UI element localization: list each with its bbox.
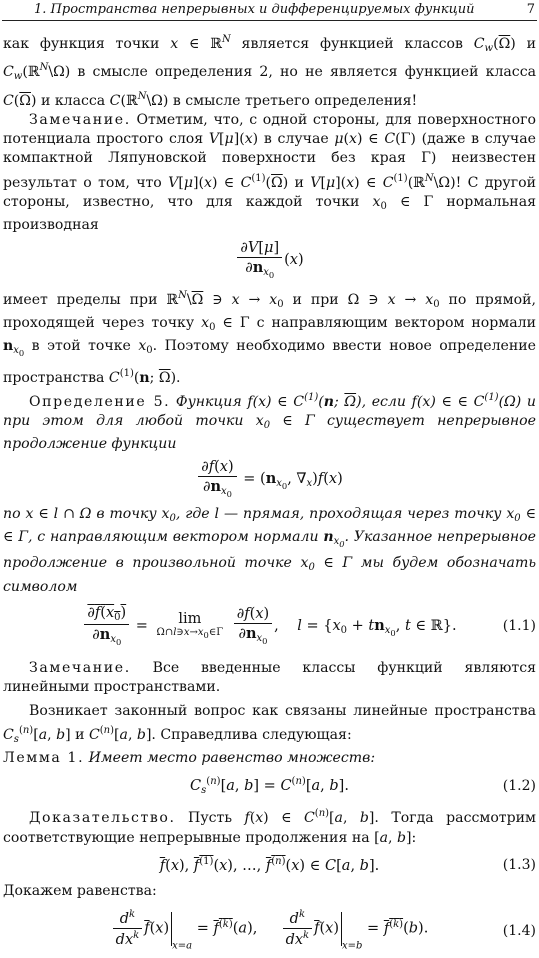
definition-5: Определение 5. Функция f(x) ∈ $C^{(1)}(n$; $\overline{\Omega}$), если f(x) ∈ ∈ $C^{(1)}(\Omega)$ и при этом для любой точки $x_0$ ∈ Γ существует непрерывное продолжение функции — [3, 391, 536, 453]
paragraph-classes: как функция точки x ∈ ℝ$^N$ является функцией классов $C_w(\overline{\Omega})$ и $C_w(ℝ^N\backslash\Omega)$ в смысле определения 2, но не является функцией класса $C(\overline{\Omega})$ и класса C(ℝ$^N$\Ω) в смысле третьего определения! — [3, 34, 537, 109]
paragraph-continuation: по x ∈ l ∩ Ω в точку $x_0$, где l — прямая, проходящая через точку $x_0$ ∈ ∈ Γ, с направляющим вектором нормали $n_{x_0}$. Указанное непрерывное продолжение в произвольной точке $x_0$ ∈ Γ мы будем обозначать символом — [3, 505, 536, 595]
definition-5-label: Определение 5. — [29, 393, 171, 410]
equation-1-2: $C_s^{(n)}[a$, $b] = C^{(n)}[a$, b]. (1.2) — [190, 776, 536, 797]
remark-1-label: Замечание. — [29, 111, 131, 128]
paragraph-limits: имеет пределы при $ℝ^N\backslash\overline{\Omega}$ ∋ $x \to x_0$ и при Ω ∋ $x \to x_0$ по прямой, проходящей через точку $x_0$ ∈ Γ с направляющим вектором нормали $n_{x_0}$ в этой точке $x_0$. Поэтому необходимо ввести новое определение пространства $C^{(1)}(n$; $\overline{\Omega}$). — [3, 289, 537, 386]
remark-2-label: Замечание. — [29, 659, 131, 676]
proof-label: Доказательство. — [29, 810, 176, 827]
equation-number: (1.1) — [502, 617, 536, 634]
header-rule — [2, 20, 537, 21]
page-body — [3, 30, 536, 958]
equation-number: (1.3) — [502, 857, 536, 874]
page-number: 7 — [526, 2, 535, 17]
paragraph-prove-equalities: Докажем равенства: — [3, 883, 157, 900]
formula-normal-derivative-potential: $\frac{\partial V[\mu]}{\partial n_{x_0}}$ (x) — [3, 240, 536, 280]
lemma-1: Лемма 1. Имеет место равенство множеств: — [3, 750, 376, 767]
running-title: 1. Пространства непрерывных и дифференцируемых функций — [34, 2, 475, 17]
equation-1-1: $\frac{\partial f(x_0)}{\partial n_{x_0}}$ = lim $\Omega\cap l∋x\to x_0\in\Gamma$ $\frac{\partial f(x)}{\partial n_{x_0}}$ , $l = \{x_0 + tn_{x_0}$, t ∈ ℝ}. (1.1) — [3, 605, 536, 647]
page-header — [0, 0, 539, 22]
equation-1-3: $\overline{f}(x)$, $f^{(1)}(x)$, …, $f^{(n)}(x)$ ∈ C[a, b]. (1.3) — [159, 856, 536, 875]
paragraph-question: Возникает законный вопрос как связаны линейные пространства $C_s^{(n)}[a$, b] и $C^{(n)}[a$, b]. Справедлива следующая: — [3, 702, 536, 745]
formula-normal-derivative-f: $\frac{\partial f(x)}{\partial n_{x_0}}$ = ($n_{x_0}$, $\nabla_x)f(x)$ — [3, 459, 536, 499]
equation-number: (1.4) — [502, 922, 536, 939]
proof: Доказательство. Пусть f(x) ∈ $C^{(n)}[a$, b]. Тогда рассмотрим соответствующие непрерывные продолжения на [a, b]: — [3, 808, 536, 846]
remark-2: Замечание. Все введенные классы функций являются линейными пространствами. — [3, 659, 536, 696]
equation-number: (1.2) — [502, 778, 536, 795]
lemma-1-label: Лемма 1. — [3, 750, 85, 767]
remark-1: Замечание. Отметим, что, с одной стороны, для поверхностного потенциала простого слоя V[μ](x) в случае μ(x) ∈ C(Γ) (даже в случае компактной Ляпуновской поверхности без края Γ) неизвестен результат о том, что V[μ](x) ∈ $C^{(1)}(\overline{\Omega})$ и V[μ](x) ∈ $C^{(1)}(ℝ^N\backslash\Omega)$! С другой стороны, известно, что для каждой точки $x_0$ ∈ Γ нормальная производная — [3, 111, 536, 234]
equation-1-4: $\frac{d^k}{dx^k}$ $\overline{f}(x)_{x=a} = f^{(k)}(a)$, $\frac{d^k}{dx^k}$ $\overline{f}(x)_{x=b} = f^{(k)}(b)$. (1.4) — [3, 909, 536, 952]
